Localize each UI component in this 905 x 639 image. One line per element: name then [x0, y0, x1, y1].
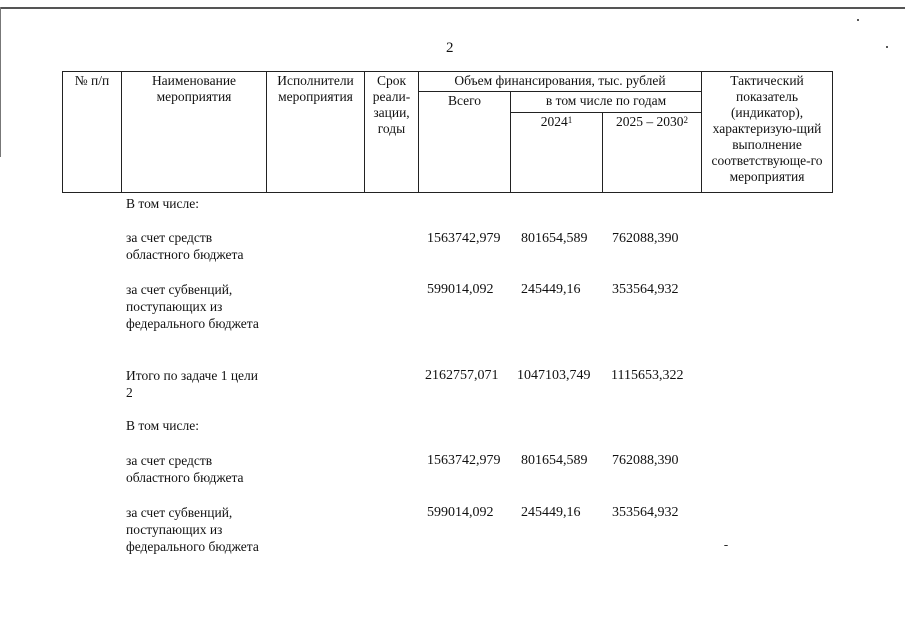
row-label: В том числе: [126, 196, 199, 211]
row-label: Итого по задаче 1 цели 2 [126, 368, 259, 400]
header-total: Всего [419, 92, 511, 193]
page-number: 2 [446, 40, 454, 56]
header-term: Срок реали-зации, годы [365, 72, 419, 193]
cell-2025-2030: 762088,390 [612, 231, 679, 246]
row-label: за счет средств областного бюджета [126, 453, 244, 485]
cell-total: 1563742,979 [427, 453, 501, 468]
header-year-2024: 2024$^1$ [511, 113, 603, 193]
cell-2024: 1047103,749 [517, 368, 591, 383]
cell-2025-2030: 353564,932 [612, 505, 679, 520]
cell-2025-2030: 1115653,322 [611, 368, 684, 383]
header-funding: Объем финансирования, тыс. рублей [419, 72, 702, 92]
header-number: № п/п [63, 72, 122, 193]
header-indicator: Тактический показатель (индикатор), характеризую-щий выполнение соответствующе-го мероприятия [702, 72, 833, 193]
cell-total: 599014,092 [427, 282, 494, 297]
cell-total: 599014,092 [427, 505, 494, 520]
row-label: за счет средств областного бюджета [126, 230, 244, 262]
header-activity-name: Наименование мероприятия [122, 72, 267, 193]
header-by-years: в том числе по годам [511, 92, 702, 113]
row-label: В том числе: [126, 418, 199, 433]
cell-2024: 801654,589 [521, 231, 588, 246]
footnote-mark: 1 [567, 115, 573, 125]
cell-2024: 245449,16 [521, 282, 581, 297]
row-label: за счет субвенций, поступающих из федерального бюджета [126, 505, 259, 554]
row-label: за счет субвенций, поступающих из федерального бюджета [126, 282, 259, 331]
header-executors: Исполнители мероприятия [267, 72, 365, 193]
cell-2024: 801654,589 [521, 453, 588, 468]
header-year-2025-2030: 2025 – 2030$^2$ [603, 113, 702, 193]
cell-2025-2030: 353564,932 [612, 282, 679, 297]
footnote-mark: 2 [683, 115, 688, 125]
cell-2024: 245449,16 [521, 505, 581, 520]
cell-2025-2030: 762088,390 [612, 453, 679, 468]
cell-total: 1563742,979 [427, 231, 501, 246]
cell-total: 2162757,071 [425, 368, 499, 383]
